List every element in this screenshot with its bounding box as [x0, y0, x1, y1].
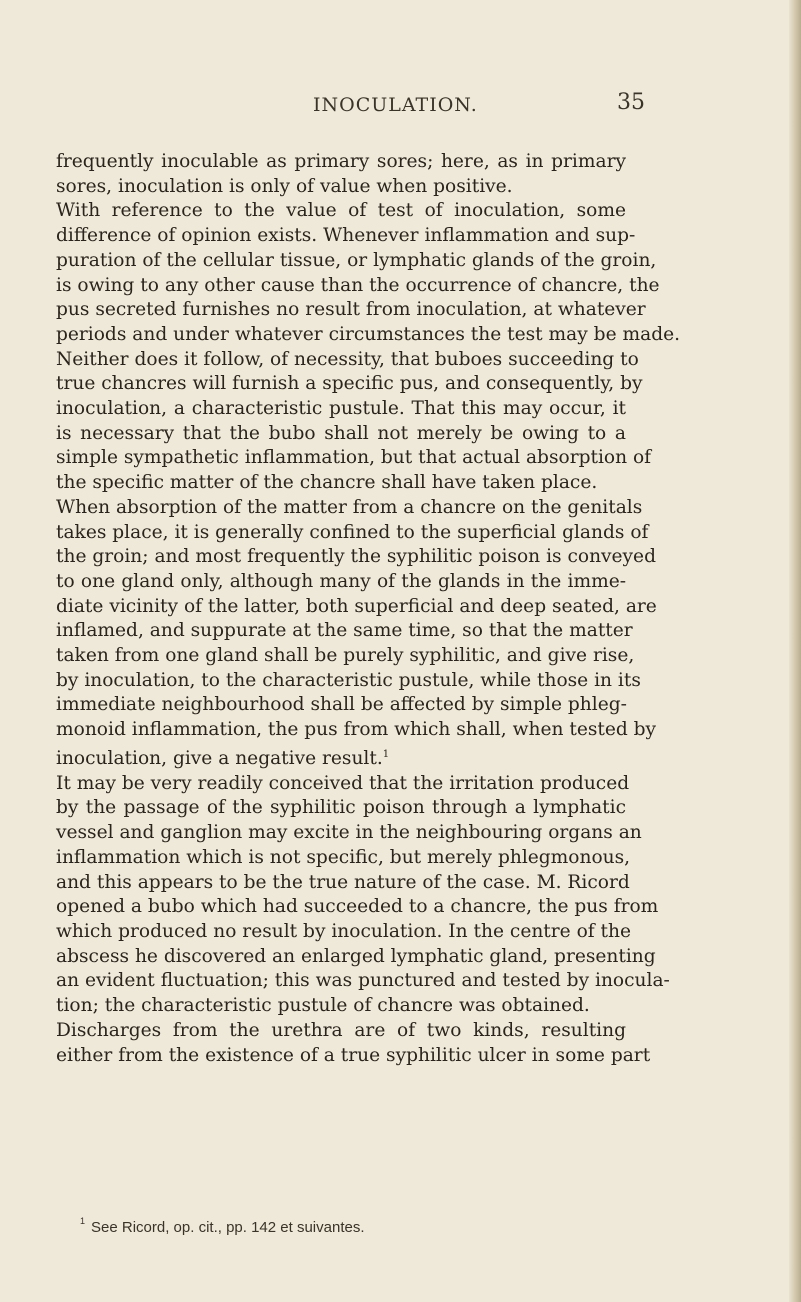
text-line: periods and under whatever circumstances the test may be made. — [56, 323, 681, 345]
text-line-with-footnote — [56, 743, 626, 772]
text-line: by the passage of the syphilitic poison through a lymphatic — [56, 797, 626, 819]
text-line: monoid inflammation, the pus from which shall, when tested by — [56, 719, 657, 741]
text-line: When absorption of the matter from a chancre on the genitals — [56, 496, 643, 518]
text-line: It may be very readily conceived that the irritation produced — [56, 772, 630, 794]
text-line: the groin; and most frequently the syphilitic poison is conveyed — [56, 546, 656, 568]
running-header — [0, 88, 801, 122]
text-line: either from the existence of a true syphilitic ulcer in some part — [56, 1044, 651, 1066]
text-line: Discharges from the urethra are of two kinds, resulting — [56, 1019, 626, 1041]
text-line: sores, inoculation is only of value when positive. — [56, 175, 513, 197]
text-line: by inoculation, to the characteristic pustule, while those in its — [56, 669, 641, 691]
text-line: diate vicinity of the latter, both superficial and deep seated, are — [56, 595, 657, 617]
text-line: to one gland only, although many of the glands in the imme- — [56, 570, 626, 592]
text-line: With reference to the value of test of inoculation, some — [56, 200, 626, 222]
footnote — [80, 1218, 365, 1236]
text-line: the specific matter of the chancre shall have taken place. — [56, 472, 598, 494]
text-line: simple sympathetic inflammation, but that actual absorption of — [56, 447, 652, 469]
text-line: difference of opinion exists. Whenever inflammation and sup- — [56, 225, 636, 247]
text-line: immediate neighbourhood shall be affected by simple phleg- — [56, 694, 627, 716]
text-line: inflamed, and suppurate at the same time, so that the matter — [56, 620, 633, 642]
text-line: is necessary that the bubo shall not merely be owing to a — [56, 422, 626, 444]
running-head: INOCULATION. — [313, 94, 478, 116]
text-line: vessel and ganglion may excite in the neighbouring organs an — [56, 822, 642, 844]
footnote-text: See Ricord, op. cit., pp. 142 et suivantes. — [91, 1219, 365, 1236]
page-edge — [789, 0, 801, 1302]
text-line: inflammation which is not specific, but merely phlegmonous, — [56, 846, 631, 868]
text-line: pus secreted furnishes no result from inoculation, at whatever — [56, 299, 646, 321]
text-line: inoculation, give a negative result. — [56, 748, 383, 770]
text-line: taken from one gland shall be purely syphilitic, and give rise, — [56, 645, 635, 667]
text-line: puration of the cellular tissue, or lymphatic glands of the groin, — [56, 249, 657, 271]
text-line: opened a bubo which had succeeded to a chancre, the pus from — [56, 896, 659, 918]
text-line: which produced no result by inoculation. In the centre of the — [56, 920, 632, 942]
text-line: takes place, it is generally confined to the superficial glands of — [56, 521, 649, 543]
text-line: an evident fluctuation; this was punctured and tested by inocula- — [56, 970, 670, 992]
text-line: abscess he discovered an enlarged lymphatic gland, presenting — [56, 945, 656, 967]
text-line: inoculation, a characteristic pustule. That this may occur, it — [56, 398, 626, 420]
text-line: Neither does it follow, of necessity, that buboes succeeding to — [56, 348, 639, 370]
body-text — [56, 150, 681, 1068]
footnote-marker: 1 — [80, 1216, 86, 1226]
text-line: frequently inoculable as primary sores; here, as in primary — [56, 151, 626, 172]
page-number: 35 — [617, 90, 645, 115]
text-line: true chancres will furnish a specific pus, and consequently, by — [56, 373, 643, 395]
text-line: is owing to any other cause than the occurrence of chancre, the — [56, 274, 660, 296]
text-line: tion; the characteristic pustule of chancre was obtained. — [56, 995, 590, 1017]
footnote-reference: 1 — [382, 748, 390, 760]
text-line: and this appears to be the true nature of the case. M. Ricord — [56, 871, 630, 893]
